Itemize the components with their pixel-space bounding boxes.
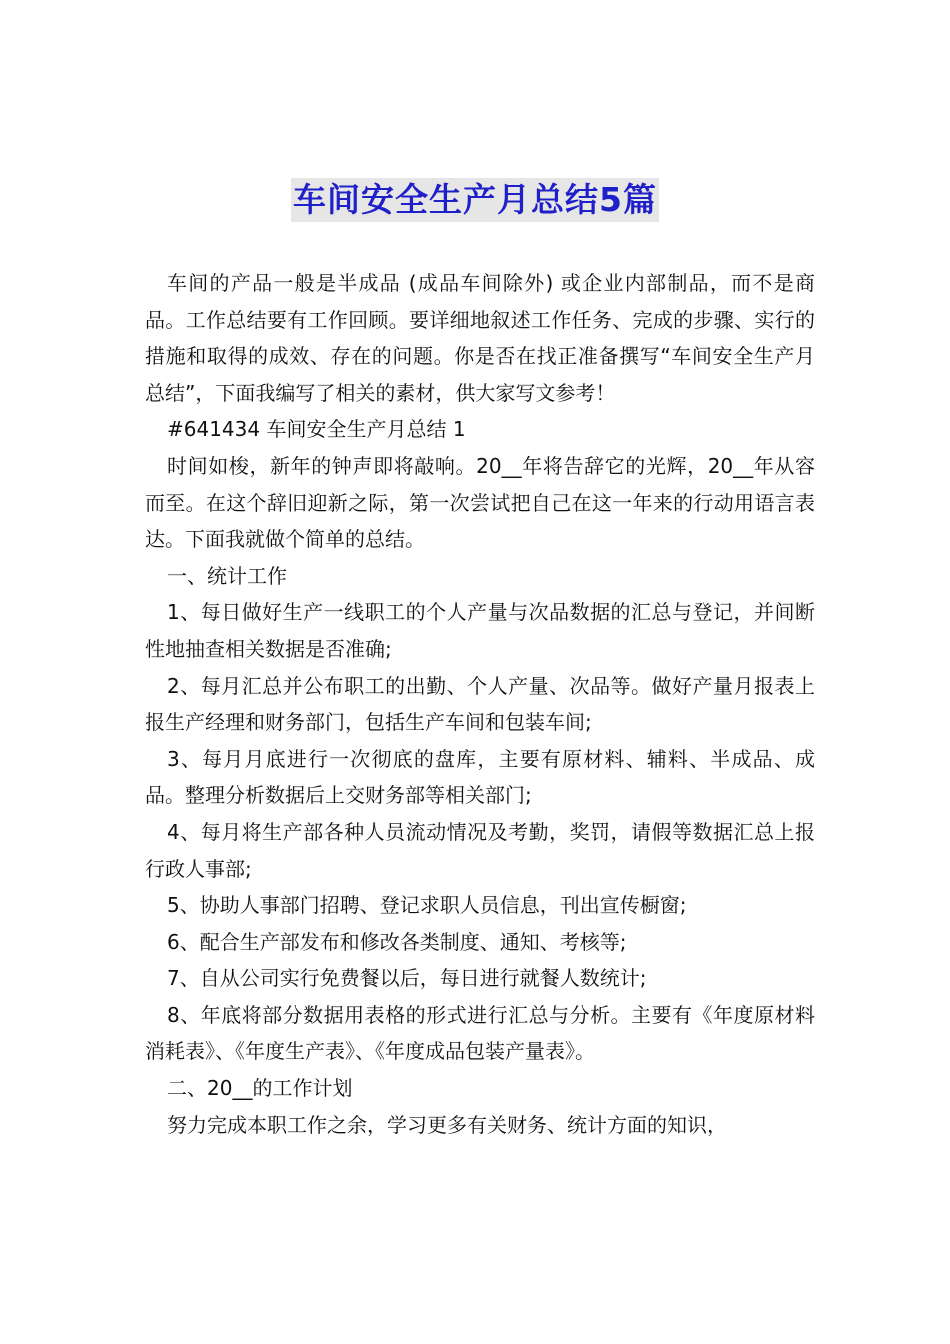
intro-paragraph: 车间的产品一般是半成品 (成品车间除外) 或企业内部制品，而不是商品。工作总结要有工作回顾。要详细地叙述工作任务、完成的步骤、实行的措施和取得的成效、存在的问题。你是否在找正准备撰写“车间安全生产月总结”，下面我编写了相关的素材，供大家写文参考！: [145, 271, 815, 405]
document-title: 车间安全生产月总结5篇: [291, 178, 659, 222]
list-item: 1、每日做好生产一线职工的个人产量与次品数据的汇总与登记，并间断性地抽查相关数据是否准确;: [145, 600, 815, 661]
list-item: 6、配合生产部发布和修改各类制度、通知、考核等;: [167, 929, 627, 954]
list-item: 8、年底将部分数据用表格的形式进行汇总与分析。主要有《年度原材料消耗表》、《年度生产表》、《年度成品包装产量表》。: [145, 1002, 815, 1064]
list-item: 4、每月将生产部各种人员流动情况及考勤，奖罚，请假等数据汇总上报行政人事部;: [145, 819, 815, 881]
document-body: [145, 265, 815, 1143]
subsection-heading: 二、20__的工作计划: [167, 1076, 353, 1101]
list-item: 2、每月汇总并公布职工的出勤、个人产量、次品等。做好产量月报表上报生产经理和财务部门，包括生产车间和包装车间;: [145, 673, 815, 735]
title-container: [0, 178, 950, 222]
list-item: 3、每月月底进行一次彻底的盘库，主要有原材料、辅料、半成品、成品。整理分析数据后上交财务部等相关部门;: [145, 746, 815, 808]
list-item: 7、自从公司实行免费餐以后，每日进行就餐人数统计;: [167, 966, 647, 991]
body-paragraph: 努力完成本职工作之余，学习更多有关财务、统计方面的知识，: [167, 1112, 727, 1137]
subsection-heading: 一、统计工作: [167, 563, 287, 588]
list-item: 5、协助人事部门招聘、登记求职人员信息，刊出宣传橱窗;: [167, 893, 687, 918]
body-paragraph: 时间如梭，新年的钟声即将敲响。20__年将告辞它的光辉，20__年从容而至。在这个辞旧迎新之际，第一次尝试把自己在这一年来的行动用语言表达。下面我就做个简单的总结。: [145, 453, 815, 552]
section-heading: #641434 车间安全生产月总结 1: [167, 417, 466, 442]
